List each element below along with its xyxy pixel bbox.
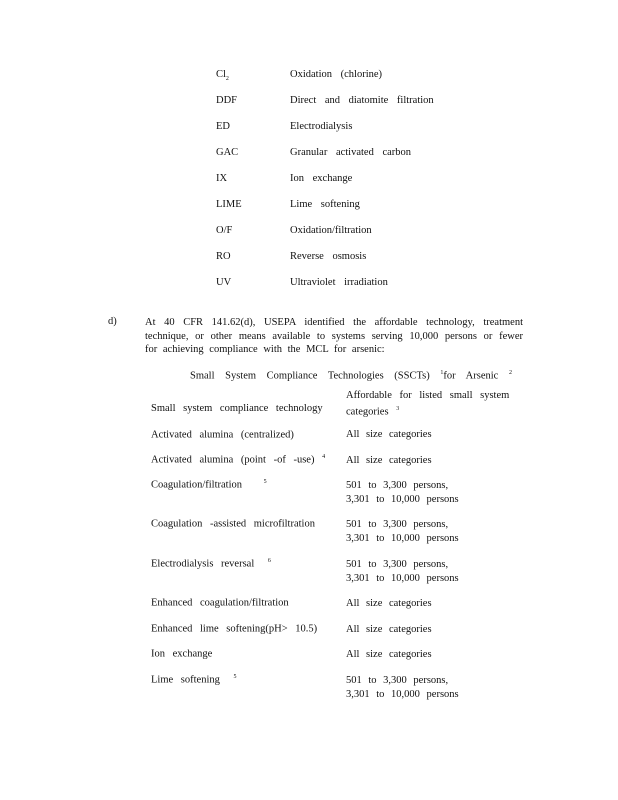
abbr-code: O/F (216, 225, 233, 236)
technology-cell: Coagulation/filtration $^5$ (151, 479, 267, 491)
technology-cell: Ion exchange (151, 648, 213, 660)
affordability-cell: All size categories (346, 649, 432, 660)
abbr-code: DDF (216, 95, 238, 106)
abbr-definition: Oxidation (chlorine) (290, 69, 383, 80)
abbr-definition: Electrodialysis (290, 121, 353, 132)
abbr-definition: Reverse osmosis (290, 251, 367, 262)
technology-cell: Lime softening $^5$ (151, 674, 237, 686)
technology-cell: Activated alumina (centralized) (151, 429, 294, 441)
affordability-cell: 501 to 3,300 persons, 3,301 to 10,000 persons (346, 559, 459, 584)
abbr-code: ED (216, 121, 230, 132)
abbr-code: IX (216, 173, 228, 184)
affordability-cell: All size categories (346, 455, 432, 466)
abbr-code: LIME (216, 199, 242, 210)
technology-cell: Coagulation -assisted microfiltration (151, 518, 315, 530)
technology-cell: Electrodialysis reversal $^6$ (151, 558, 271, 570)
affordability-cell: All size categories (346, 598, 432, 609)
abbr-definition: Ultraviolet irradiation (290, 277, 388, 288)
affordability-cell: All size categories (346, 429, 432, 440)
table-header-technology: Small system compliance technology (151, 403, 323, 414)
affordability-cell: 501 to 3,300 persons, 3,301 to 10,000 persons (346, 675, 459, 700)
affordability-cell: 501 to 3,300 persons, 3,301 to 10,000 persons (346, 480, 459, 505)
technology-cell: Enhanced coagulation/filtration (151, 597, 289, 609)
table-title: Small System Compliance Technologies (SSCTs) $^1$for Arsenic $^2$ (190, 370, 512, 382)
paragraph-text: At 40 CFR 141.62(d), USEPA identified the affordable technology, treatment technique, or other means available to systems serving 10,000 persons or fewer for achieving compliance with the MCL for arsenic: (145, 317, 523, 355)
technology-cell: Activated alumina (point -of -use) $^4$ (151, 454, 326, 466)
paragraph-label: d) (108, 316, 117, 327)
affordability-cell: 501 to 3,300 persons, 3,301 to 10,000 persons (346, 519, 459, 544)
abbr-definition: Ion exchange (290, 173, 353, 184)
abbr-definition: Oxidation/filtration (290, 225, 372, 236)
abbr-definition: Lime softening (290, 199, 360, 210)
affordability-cell: All size categories (346, 624, 432, 635)
abbr-definition: Granular activated carbon (290, 147, 412, 158)
abbr-code: $Cl_2$ (216, 69, 229, 83)
technology-cell: Enhanced lime softening(pH> 10.5) (151, 623, 318, 635)
abbr-code: RO (216, 251, 231, 262)
abbr-definition: Direct and diatomite filtration (290, 95, 434, 106)
abbr-code: UV (216, 277, 232, 288)
table-header-affordable: Affordable for listed small system categories $^3$ (346, 390, 510, 417)
abbr-code: GAC (216, 147, 239, 158)
